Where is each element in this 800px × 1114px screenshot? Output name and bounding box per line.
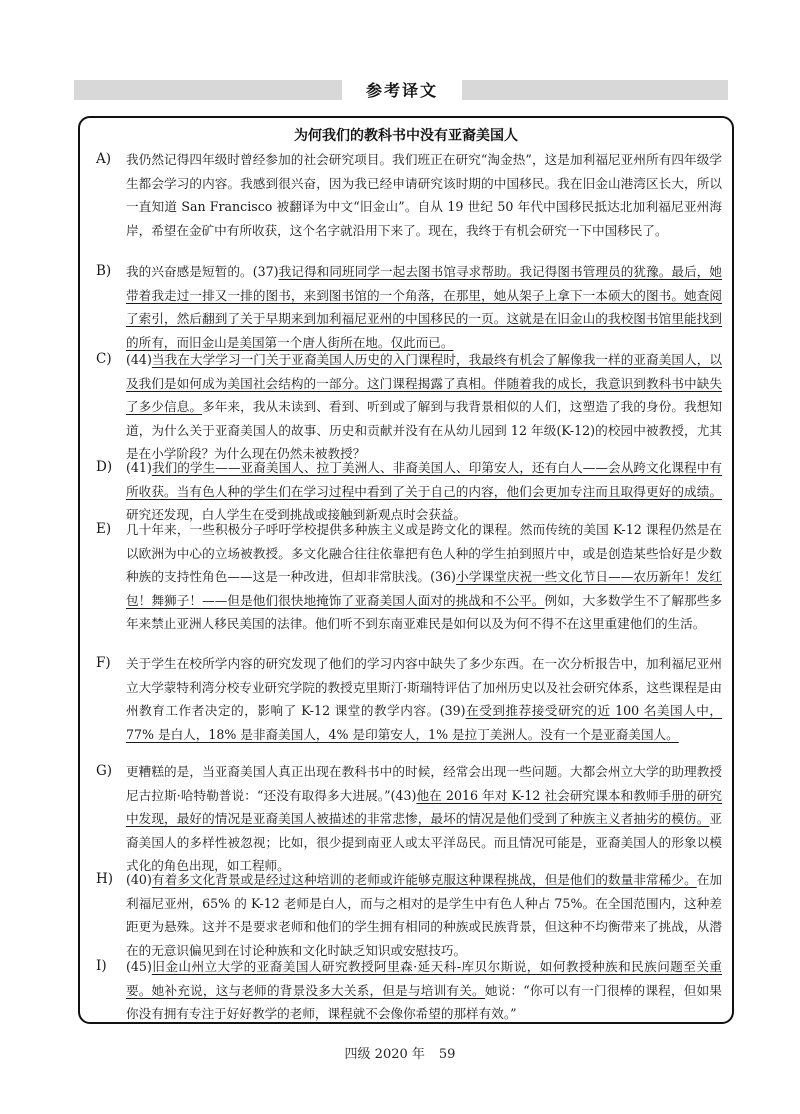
section-title: 参考译文 xyxy=(365,80,438,100)
text-segment: (40) xyxy=(126,872,152,887)
text-segment: 她说：“你可以有一门很棒的课程，但如果你没有拥有专注于好好教学的老师，课程就不会像你希望的那样有效。” xyxy=(126,982,722,1021)
paragraph-text xyxy=(126,456,722,527)
paragraph-label: B) xyxy=(96,263,112,279)
underlined-answer-segment: 我记得和同班同学一起去图书馆寻求帮助。我记得图书管理员的犹豫。最后，她带着我走过一排又一排的图书，来到图书馆的一个角落，在那里，她从架子上拿下一本硕大的图书。她查阅了索引，然后翻到了关于早期来到加利福尼亚州的中国移民的一页。这就是在旧金山的我校图书馆里能找到的所有，而旧金山是美国第一个唐人街所在地。仅此而已。 xyxy=(126,264,723,350)
page-number: 59 xyxy=(438,1047,456,1062)
text-segment: 我的兴奋感是短暂的。(37) xyxy=(126,264,279,279)
paragraph-text xyxy=(126,760,722,878)
text-segment: 关于学生在校所学内容的研究发现了他们的学习内容中缺失了多少东西。在一次分析报告中，加利福尼亚州立大学蒙特利湾分校专业研究学院的教授克里斯汀·斯瑞特评估了加州历史以及社会研究体系，这些课程是由州教育工作者决定的，影响了 K-12 课堂的教学内容。(39) xyxy=(126,656,722,718)
paragraph-text xyxy=(126,348,722,466)
paragraph-label: I) xyxy=(96,958,107,974)
paragraph-e xyxy=(96,518,722,636)
text-segment: 我仍然记得四年级时曾经参加的社会研究项目。我们班正在研究“淘金热”，这是加利福尼亚州所有四年级学生都会学习的内容。我感到很兴奋，因为我已经申请研究该时期的中国移民。我在旧金山港湾区长大，所以一直知道 San Francisco 被翻译为中文“旧金山”。自从 19 世纪 50 年代中国移民抵达北加利福尼亚州海岸，希望在金矿中有所收获，这个名字就沿用下来了。现在，我终于有机会研究一下中国移民了。 xyxy=(126,152,722,238)
paragraph-a xyxy=(96,148,722,242)
paragraph-text xyxy=(126,148,722,242)
text-segment: 亚裔美国人的多样性被忽视；比如，很少提到南亚人或太平洋岛民。而且情况可能是，亚裔美国人的形象以模式化的角色出现，如工程师。 xyxy=(126,811,722,873)
underlined-answer-segment: 在受到推荐接受研究的近 100 名美国人中，77% 是白人，18% 是非裔美国人，4% 是印第安人，1% 是拉丁美洲人。没有一个是亚裔美国人。 xyxy=(126,703,722,742)
paragraph-c xyxy=(96,348,722,466)
translation-frame xyxy=(78,116,734,1024)
paragraph-label: A) xyxy=(96,151,112,167)
text-segment: (41) xyxy=(126,460,152,475)
text-segment: 例如，大多数学生不了解那些多年来禁止亚洲人移民美国的法律。他们听不到东南亚难民是如何以及为何不得不在这里重建他们的生活。 xyxy=(126,592,723,631)
underlined-answer-segment: 我们的学生——亚裔美国人、拉丁美洲人、非裔美国人、印第安人，还有白人——会从跨文化课程中有所收获。当有色人种的学生们在学习过程中看到了关于自己的内容，他们会更加专注而且取得更好的成绩。 xyxy=(126,460,722,499)
paragraph-text xyxy=(126,955,722,1026)
paragraph-label: E) xyxy=(96,521,112,537)
article-title: 为何我们的教科书中没有亚裔美国人 xyxy=(294,128,518,144)
paragraph-f xyxy=(96,652,722,746)
text-segment: 多年来，我从未读到、看到、听到或了解到与我背景相似的人们，这塑造了我的身份。我想知道，为什么关于亚裔美国人的故事、历史和贡献并没有在从幼儿园到 12 年级(K-12)的校园中被教授，尤其是在小学阶段？为什么现在仍然未被教授？ xyxy=(126,399,723,461)
paragraph-g xyxy=(96,760,722,878)
paragraph-label: F) xyxy=(96,655,111,671)
underlined-answer-segment: 他在 2016 年对 K-12 社会研究课本和教师手册的研究中发现，最好的情况是亚裔美国人被描述的非常悲惨，最坏的情况是他们受到了种族主义者抽劣的模仿。 xyxy=(126,787,722,826)
paragraph-label: C) xyxy=(96,351,112,367)
text-segment: 更糟糕的是，当亚裔美国人真正出现在教科书中的时候，经常会出现一些问题。大都会州立大学的助理教授尼古拉斯·哈特勒普说：“还没有取得多大进展。”(43) xyxy=(126,764,722,803)
paragraph-i xyxy=(96,955,722,1026)
underlined-answer-segment: 旧金山州立大学的亚裔美国人研究教授阿里森·延天科-库贝尔斯说，如何教授种族和民族问题至关重要。她补充说，这与老师的背景没多大关系，但是与培训有关。 xyxy=(126,959,722,998)
text-segment: 几十年来，一些积极分子呼吁学校提供多种族主义或是跨文化的课程。然而传统的美国 K-12 课程仍然是在以欧洲为中心的立场被教授。多文化融合往往依靠把有色人种的学生拍到照片中，或是创造某些恰好是少数种族的支持性角色——这是一种改进，但却非常肤浅。(36) xyxy=(126,522,722,584)
paragraph-label: D) xyxy=(96,459,113,475)
paragraph-text xyxy=(126,518,722,636)
text-segment: (44) xyxy=(126,352,152,367)
paragraph-text xyxy=(126,260,722,354)
text-segment: 在加利福尼亚州，65% 的 K-12 老师是白人，而与之相对的是学生中有色人种占 75%。在全国范围内，这种差距更为悬殊。这并不是要求老师和他们的学生拥有相同的种族或民族背景，但这种不均衡带来了挑战，从潜在的无意识偏见到在讨论种族和文化时缺乏知识或安慰技巧。 xyxy=(126,872,723,958)
page-footer xyxy=(0,1043,800,1062)
paragraph-d xyxy=(96,456,722,527)
exam-label: 四级 2020 年 xyxy=(344,1047,425,1062)
header-tab xyxy=(342,74,462,104)
underlined-answer-segment: 当我在大学学习一门关于亚裔美国人历史的入门课程时，我最终有机会了解像我一样的亚裔美国人，以及我们是如何成为美国社会结构的一部分。这门课程揭露了真相。伴随着我的成长，我意识到教科书中缺失了多少信息。 xyxy=(126,352,722,414)
paragraph-h xyxy=(96,868,722,962)
paragraph-text xyxy=(126,652,722,746)
text-segment: (45) xyxy=(126,959,152,974)
paragraph-text xyxy=(126,868,722,962)
paragraph-label: H) xyxy=(96,871,114,887)
paragraph-label: G) xyxy=(96,763,113,779)
paragraph-b xyxy=(96,260,722,354)
underlined-answer-segment: 有着多文化背景或是经过这种培训的老师或许能够克服这种课程挑战，但是他们的数量非常稀少。 xyxy=(151,872,697,887)
underlined-answer-segment: 小学课堂庆祝一些文化节日——农历新年！发红包！舞狮子！——但是他们很快地掩饰了亚裔美国人面对的挑战和不公平。 xyxy=(126,569,722,608)
text-segment: 研究还发现，白人学生在受到挑战或接触到新观点时会获益。 xyxy=(126,507,467,522)
